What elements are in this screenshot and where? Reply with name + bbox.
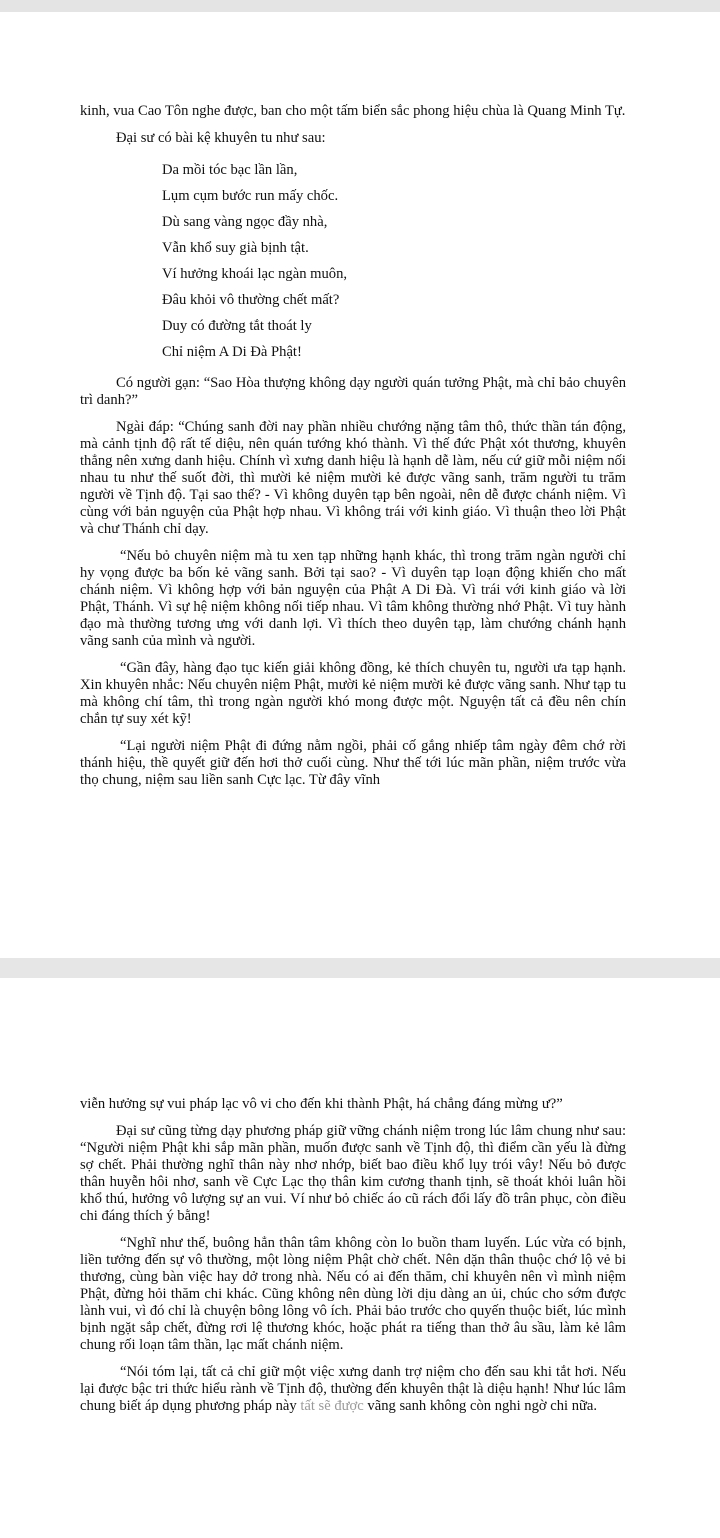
summary-tail-text: vãng sanh không còn nghi ngờ chi nữa.: [367, 1398, 598, 1414]
poem-line: Lụm cụm bước run mấy chốc.: [162, 188, 339, 204]
paragraph-recent: “Gần đây, hàng đạo tục kiến giải không đồng, kẻ thích chuyên tu, người ưa tạp hạnh. Xin khuyên nhắc: Nếu chuyên niệm Phật, mười kẻ niệm mười kẻ được vãng sanh. Như tạp tu mà không chí tâm, thì trong ngàn người khó mong được một. Nguyện tất cả đều nên chín chắn tự suy xét kỹ!: [80, 660, 626, 727]
poem-line: Đâu khỏi vô thường chết mất?: [162, 292, 340, 308]
poem-line: Da mồi tóc bạc lần lần,: [162, 162, 298, 178]
summary-faded-text: tất sẽ được: [300, 1398, 364, 1414]
poem-line: Duy có đường tắt thoát ly: [162, 318, 312, 334]
paragraph-poem-intro: Đại sư có bài kệ khuyên tu như sau:: [116, 130, 326, 146]
summary-text: “Nói tóm lại, tất cả chỉ giữ một việc xưng danh trợ niệm cho đến sau khi tắt hơi. Nếu lại được bậc tri thức hiểu rành về Tịnh độ, thường đến khuyên thật là diệu hạnh! Như lúc lâm chung biết áp dụng phương pháp này: [80, 1364, 626, 1414]
poem-line: Dù sang vàng ngọc đầy nhà,: [162, 214, 328, 230]
viewer-top-bar: [0, 0, 720, 12]
paragraph-answer: Ngài đáp: “Chúng sanh đời nay phần nhiều chướng nặng tâm thô, thức thần tán động, mà cảnh tịnh độ rất tế diệu, nên quán tướng khó thành. Vì thế đức Phật xót thương, khuyên thẳng nên xưng danh hiệu. Chính vì xưng danh hiệu là hạnh dễ làm, nếu cứ giữ mỗi niệm nối nhau tu như thế suốt đời, thì mười kẻ niệm mười kẻ được vãng sanh, trăm người tu trăm người về Tịnh độ. Tại sao thế? - Vì không duyên tạp bên ngoài, nên dễ được chánh niệm. Vì cùng với bản nguyện của Phật hợp nhau. Vì không trái với kinh giáo. Vì thuận theo lời Phật và chư Thánh chỉ dạy.: [80, 419, 626, 537]
document-page-1: [0, 12, 720, 958]
paragraph-continuation: kinh, vua Cao Tôn nghe được, ban cho một tấm biển sắc phong hiệu chùa là Quang Minh Tự.: [80, 103, 626, 119]
paragraph-mixed-practice: “Nếu bỏ chuyên niệm mà tu xen tạp những hạnh khác, thì trong trăm ngàn người chỉ hy vọng được ba bốn kẻ vãng sanh. Bởi tại sao? - Vì duyên tạp loạn động khiến cho mất chánh niệm. Vì không hợp với bản nguyện của Phật A Di Đà. Vì trái với kinh giáo và lời Phật, Thánh. Vì sự hệ niệm không nối tiếp nhau. Vì tâm không thường nhớ Phật. Vì tuy hành đạo mà thường tương ưng với danh lợi. Vì thích theo duyên tạp, làm chướng chánh hạnh vãng sanh của mình và người.: [80, 548, 626, 649]
paragraph-method: Đại sư cũng từng dạy phương pháp giữ vững chánh niệm trong lúc lâm chung như sau: “Người niệm Phật khi sắp mãn phần, muốn được sanh về Tịnh độ, thì điểm cần yếu là đừng sợ chết. Phải thường nghĩ thân này nhơ nhớp, biết bao điều khổ lụy trói vây! Nếu bỏ được thân huyễn hôi nhơ, sanh về Cực Lạc thọ thân kim cương thanh tịnh, sẽ thoát khỏi luân hồi khổ thú, hưởng vô lượng sự an vui. Ví như bỏ chiếc áo cũ rách đổi lấy đồ trân phục, còn điều chi đáng thích ý bằng!: [80, 1123, 626, 1224]
poem-line: Chỉ niệm A Di Đà Phật!: [162, 344, 302, 360]
paragraph-summary: [80, 1364, 626, 1415]
poem-line: Vẫn khổ suy già bịnh tật.: [162, 240, 309, 256]
paragraph-continuation: viễn hưởng sự vui pháp lạc vô vi cho đến khi thành Phật, há chẳng đáng mừng ư?”: [80, 1096, 563, 1112]
document-page-2: [0, 978, 720, 1538]
page-separator: [0, 958, 720, 978]
poem-block: [162, 157, 626, 365]
poem-line: Ví hưởng khoái lạc ngàn muôn,: [162, 266, 348, 282]
paragraph-question: Có người gạn: “Sao Hòa thượng không dạy người quán tưởng Phật, mà chỉ bảo chuyên trì danh?”: [80, 375, 626, 408]
paragraph-thinking: “Nghĩ như thế, buông hẳn thân tâm không còn lo buồn tham luyến. Lúc vừa có bịnh, liền tưởng đến sự vô thường, một lòng niệm Phật chờ chết. Nên dặn thân thuộc chớ lộ vẻ bi thương, cùng bàn việc hay dở trong nhà. Nếu có ai đến thăm, chỉ khuyên nên vì mình niệm Phật, đừng hỏi thăm chi khác. Cũng không nên dùng lời dịu dàng an ủi, chúc cho sớm được lành vui, vì đó chỉ là chuyện bông lông vô ích. Phải bảo trước cho quyến thuộc biết, lúc mình bịnh ngặt sắp chết, đừng rơi lệ thương khóc, hoặc phát ra tiếng than thở âu sầu, làm kẻ lâm chung rối loạn tâm thần, lạc mất chánh niệm.: [80, 1235, 626, 1353]
paragraph-practice: “Lại người niệm Phật đi đứng nằm ngồi, phải cố gắng nhiếp tâm ngày đêm chớ rời thánh hiệu, thề quyết giữ đến hơi thở cuối cùng. Như thế tới lúc mãn phần, niệm trước vừa thọ chung, niệm sau liền sanh Cực lạc. Từ đây vĩnh: [80, 738, 626, 788]
